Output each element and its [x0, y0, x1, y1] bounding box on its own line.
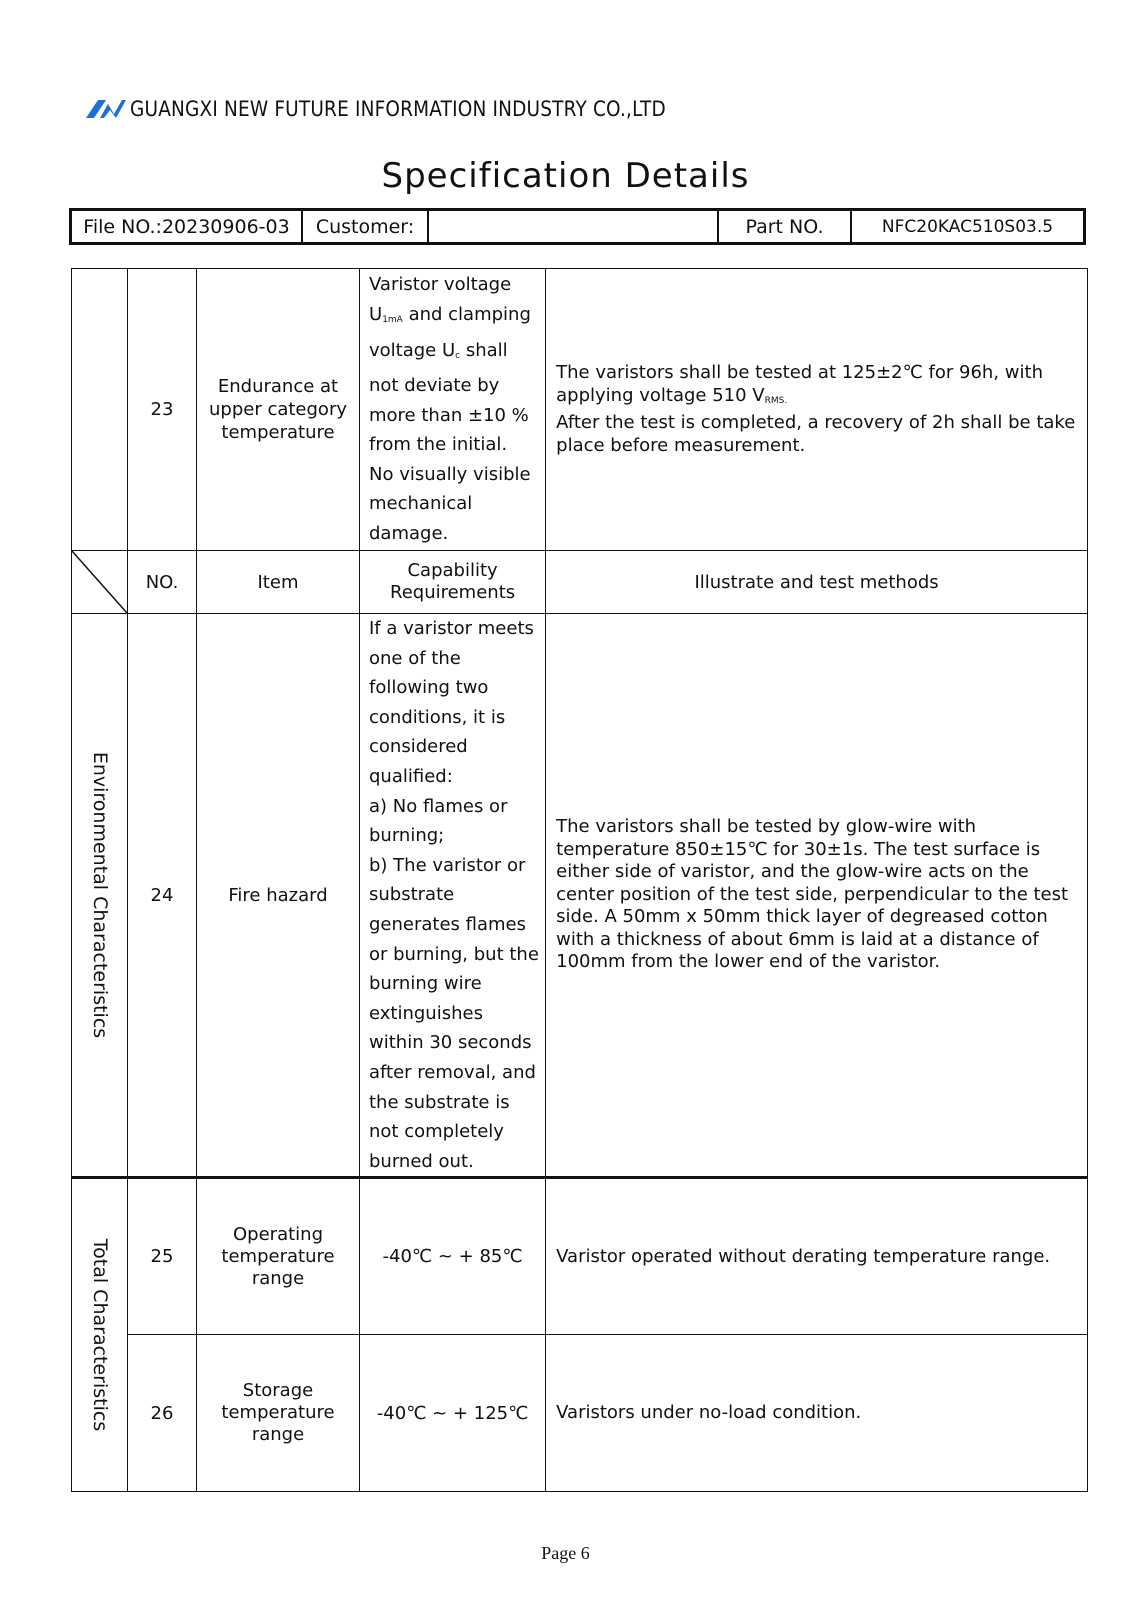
row-method: Varistors under no-load condition.	[546, 1335, 1088, 1492]
table-header-row	[72, 551, 1088, 614]
header-no: NO.	[128, 551, 197, 614]
row-capability	[360, 269, 546, 551]
method-note: After the test is completed, a recovery of 2h shall be take place before measurement.	[556, 412, 1076, 456]
row-item: Storage temperature range	[197, 1335, 360, 1492]
part-no-value-cell: NFC20KAC510S03.5	[851, 210, 1085, 244]
table-row	[72, 269, 1088, 551]
group-environmental	[72, 614, 128, 1178]
group-cell-empty	[72, 269, 128, 551]
file-no-cell: File NO.:20230906-03	[71, 210, 303, 244]
part-no-label-cell: Part NO.	[718, 210, 851, 244]
capability-text: Varistor voltage $U_{1mA}$ and clamping voltage $U_c$ shall not deviate by more than ±10 % from the initial.	[369, 274, 531, 456]
company-name: GUANGXI NEW FUTURE INFORMATION INDUSTRY CO.,LTD	[130, 97, 666, 121]
row-capability: -40℃ ~ + 85℃	[360, 1178, 546, 1335]
capability-condition-a: a) No flames or burning;	[369, 795, 508, 847]
header-methods: Illustrate and test methods	[546, 551, 1088, 614]
diagonal-cell	[72, 551, 128, 614]
page-header	[86, 92, 739, 126]
row-capability: -40℃ ~ + 125℃	[360, 1335, 546, 1492]
spec-table	[71, 268, 1088, 1492]
table-row	[72, 1178, 1088, 1335]
row-number: 24	[128, 614, 197, 1178]
row-method: Varistor operated without derating temperature range.	[546, 1178, 1088, 1335]
group-label: Environmental Characteristics	[88, 751, 111, 1039]
group-label: Total Characteristics	[88, 1239, 111, 1432]
method-text: The varistors shall be tested at 125±2℃ for 96h, with applying voltage 510 $V_{RMS.}$	[556, 362, 1043, 406]
table-row	[72, 1335, 1088, 1492]
row-number: 23	[128, 269, 197, 551]
customer-label-cell: Customer:	[302, 210, 428, 244]
row-number: 25	[128, 1178, 197, 1335]
page-number: Page 6	[541, 1543, 590, 1563]
row-item: Endurance at upper category temperature	[197, 269, 360, 551]
row-method	[546, 269, 1088, 551]
capability-text: If a varistor meets one of the following two conditions, it is considered qualified:	[369, 618, 534, 787]
capability-condition-b: b) The varistor or substrate generates flames or burning, but the burning wire extinguishes within 30 seconds after removal, and the substrate is not completely burned out.	[369, 854, 539, 1172]
diagonal-line-icon	[72, 551, 127, 613]
row-method: The varistors shall be tested by glow-wire with temperature 850±15℃ for 30±1s. The test surface is either side of varistor, and the glow-wire acts on the center position of the test side, perpendicular to the test side. A 50mm x 50mm thick layer of degreased cotton with a thickness of about 6mm is laid at a distance of 100mm from the lower end of the varistor.	[546, 614, 1088, 1178]
table-row	[72, 614, 1088, 1178]
customer-value-cell	[428, 210, 718, 244]
document-title: Specification Details	[381, 156, 750, 196]
row-capability	[360, 614, 546, 1178]
row-item: Operating temperature range	[197, 1178, 360, 1335]
header-item: Item	[197, 551, 360, 614]
header-capability: Capability Requirements	[360, 551, 546, 614]
row-number: 26	[128, 1335, 197, 1492]
info-table	[69, 208, 1086, 245]
capability-note: No visually visible mechanical damage.	[369, 463, 531, 545]
row-item: Fire hazard	[197, 614, 360, 1178]
company-logo-icon	[86, 98, 126, 120]
group-total	[72, 1178, 128, 1492]
